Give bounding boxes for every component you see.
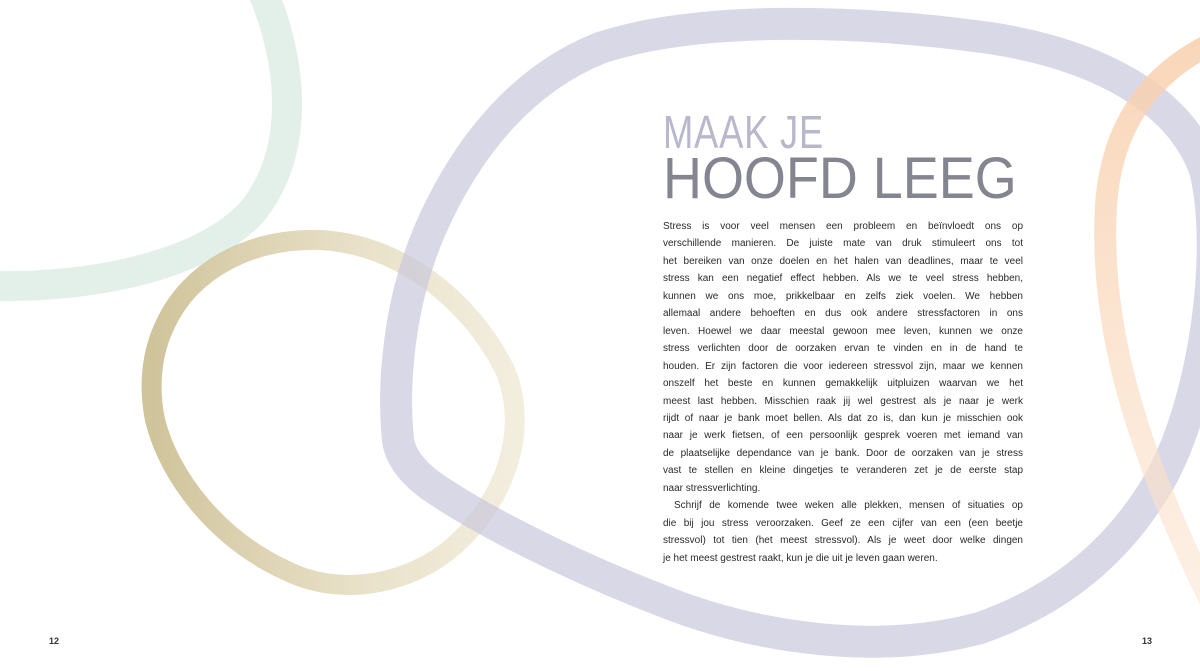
body-line: meest last hebben. Misschien raak jij wel gestrest als je naar je werk <box>663 395 1023 407</box>
body-line: houden. Er zijn factoren die voor iedereen stressvol zijn, maar we kennen <box>663 360 1023 372</box>
body-line: leven. Hoewel we daar meestal gewoon mee leven, kunnen we onze <box>663 325 1023 337</box>
body-line: de plaatselijke dependance van je bank. Door de oorzaken van je stress <box>663 447 1023 459</box>
body-line: verschillende manieren. De juiste mate van druk stimuleert ons tot <box>663 238 1023 250</box>
body-paragraph-2 <box>663 497 1023 567</box>
body-paragraph-1 <box>663 218 1023 497</box>
body-line: Schrijf de komende twee weken alle plekken, mensen of situaties op <box>674 500 1023 512</box>
body-line: Stress is voor veel mensen een probleem en beïnvloedt ons op <box>663 221 1023 232</box>
body-line: stressvol) tot tien (het meest stressvol). Als je weet door welke dingen <box>663 535 1023 547</box>
body-line: rijdt of naar je bank moet bellen. Als dat zo is, dan kun je misschien ook <box>663 412 1023 424</box>
body-line: allemaal andere behoeften en dus ook andere stressfactoren in ons <box>663 308 1023 320</box>
body-line: het bereiken van onze doelen en het halen van deadlines, maar te veel <box>663 255 1023 267</box>
body-line: je het meest gestrest raakt, kun je die uit je leven gaan weren. <box>663 552 938 564</box>
body-line: kunnen we ons moe, prikkelbaar en zelfs ziek voelen. We hebben <box>663 290 1023 302</box>
body-line: vast te stellen en kleine dingetjes te veranderen zet je de eerste stap <box>663 465 1023 477</box>
body-line: onszelf het beste en kunnen gemakkelijk uitpluizen waarvan we het <box>663 378 1023 390</box>
page-number-right: 13 <box>1142 636 1153 646</box>
page-title-line-1: MAAK JE <box>663 106 825 158</box>
body-line: stress kan een negatief effect hebben. Als we te veel stress hebben, <box>663 273 1023 285</box>
body-line: naar je werk fietsen, of een persoonlijk gesprek voeren met iemand van <box>663 430 1023 442</box>
article-body <box>663 218 1023 567</box>
body-line: naar stressverlichting. <box>663 482 761 494</box>
page-title-line-2: HOOFD LEEG <box>663 146 1017 211</box>
body-line: die bij jou stress veroorzaken. Geef ze een cijfer van een (een beetje <box>663 517 1023 529</box>
decorative-ring-gold <box>152 240 515 585</box>
body-line: stress verlichten door de oorzaken ervan te vinden en in de hand te <box>663 343 1023 355</box>
page-number-left: 12 <box>49 636 60 646</box>
